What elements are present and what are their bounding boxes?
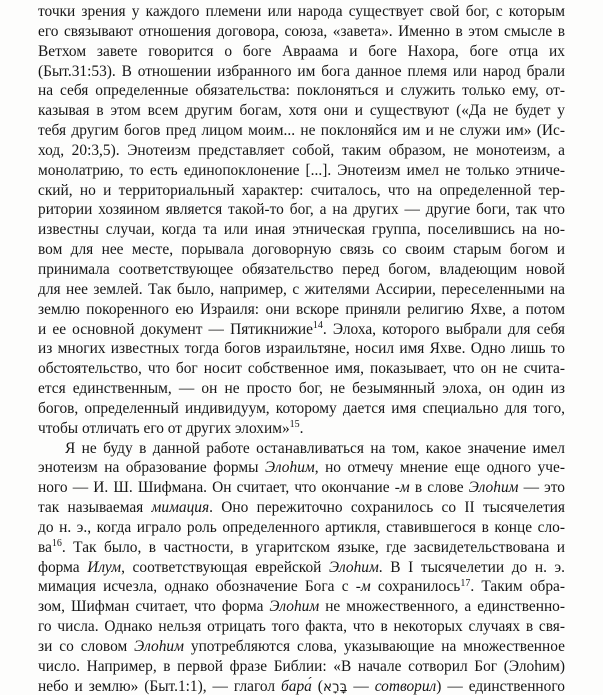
text-run: мимация исчезла, однако обозначение Бога с xyxy=(38,578,356,596)
text-run: и ее основной документ — Пятикнижие xyxy=(38,320,313,338)
text-run: (Быт.31:53). В отношении избранного им бога данное племя или народ брали xyxy=(38,62,565,80)
text-run: . Элоха, которого выбрали для себя xyxy=(322,320,565,338)
text-line xyxy=(38,300,565,320)
text-line xyxy=(38,220,565,240)
text-run: казывая в этом всем другим богам, хотя они и существуют («Да не будет у xyxy=(38,102,565,120)
page-text xyxy=(38,2,565,695)
text-run: его связывают отношения договора, союза, «завета». Именно в этом смысле в xyxy=(38,22,565,40)
text-run: монолатрию, то есть единопоклонение [...]. Энотеизм имел не только этниче- xyxy=(38,161,565,179)
text-line xyxy=(38,498,565,518)
italic-term: Элоhим xyxy=(269,598,320,616)
text-line xyxy=(38,597,565,617)
text-run: . В I тысячелетии до н. э. xyxy=(378,558,565,576)
paragraph xyxy=(38,2,565,439)
text-run: точки зрения у каждого племени или народа существует свой бог, с которым xyxy=(38,3,565,20)
text-run: вом для нее месте, порывала договорную связь со своим старым богом и xyxy=(38,241,565,259)
text-line xyxy=(38,121,565,141)
text-run: форма xyxy=(38,558,88,576)
text-line xyxy=(38,2,565,22)
text-run: в слове xyxy=(409,479,469,497)
text-line xyxy=(38,577,565,597)
text-line xyxy=(38,339,565,359)
text-line xyxy=(38,42,565,62)
text-line xyxy=(38,101,565,121)
text-line xyxy=(38,379,565,399)
text-run: чтобы отличать его от других элохим» xyxy=(38,419,290,437)
paragraph xyxy=(38,439,565,695)
italic-term: мимация xyxy=(151,499,210,517)
text-run: землю покоренного ею Израиля: они вскоре приняли религию Яхве, а потом xyxy=(38,300,565,318)
text-run: употребляются слова, указывающие на множественное xyxy=(183,638,565,655)
text-run: . Оно пережиточно сохранилось со II тысячелетия xyxy=(209,499,565,517)
text-run: , соответствующая еврейской xyxy=(121,558,330,576)
italic-term: -м xyxy=(394,479,410,497)
footnote-marker: 14 xyxy=(312,320,323,331)
text-run: на себя определенные обязательства: поклоняться и служить только ему, от- xyxy=(38,82,565,100)
text-run: ход, 20:3,5). Энотеизм представляет собой, таким образом, не монотеизм, а xyxy=(38,141,565,159)
text-line xyxy=(38,558,565,578)
text-run: . Так было, в частности, в угаритском языке, где засвидетельствована и xyxy=(61,538,565,556)
text-line xyxy=(38,22,565,42)
text-run: зи со словом xyxy=(38,638,135,655)
text-run: ский, но и территориальный характер: считалось, что на определенной тер- xyxy=(38,181,565,199)
text-run: так называемая xyxy=(38,499,152,517)
text-line xyxy=(38,161,565,181)
text-run: не множественного, а единственно- xyxy=(319,598,565,616)
text-line xyxy=(38,359,565,379)
footnote-marker: 17 xyxy=(460,577,471,589)
text-run: го числа. Однако нельзя отрицать того факта, что в некоторых случаях в свя- xyxy=(38,618,565,636)
text-run: . xyxy=(299,419,304,437)
text-line xyxy=(38,458,565,478)
text-run: ) — единственного xyxy=(436,677,565,695)
text-run: . Таким обра- xyxy=(470,578,565,596)
text-line xyxy=(38,419,565,439)
text-run: ( xyxy=(311,677,323,695)
text-run: ритории хозяином является такой-то бог, а на других — другие боги, так что xyxy=(38,201,565,219)
text-run: Я не буду в данной работе останавливаться на том, какое значение имел xyxy=(65,439,565,457)
text-run: обстоятельство, что бог носит собственное имя, показывает, что он не счита- xyxy=(38,360,565,378)
text-run: — это xyxy=(518,479,565,497)
text-line xyxy=(38,478,565,498)
footnote-marker: 15 xyxy=(289,419,300,431)
text-run: — xyxy=(347,677,375,695)
italic-term: Элоhим xyxy=(264,459,315,477)
text-run: ва xyxy=(38,538,52,556)
italic-term: Элоhим xyxy=(329,558,379,576)
text-line xyxy=(38,439,565,459)
text-line xyxy=(38,617,565,637)
text-line xyxy=(38,518,565,538)
text-line xyxy=(38,200,565,220)
text-run: из многих известных тогда богов израильтяне, носил имя Яхве. Одно лишь то xyxy=(38,340,565,358)
text-line xyxy=(38,320,565,340)
text-line xyxy=(38,399,565,419)
text-run: известны случаи, когда та или иная этническая группа, поселившись на но- xyxy=(38,221,565,239)
text-line xyxy=(38,260,565,280)
text-run: богов, определенный индивидуум, которому дается имя специально для того, xyxy=(38,399,565,417)
text-run: , но отмечу мнение еще одного уче- xyxy=(314,459,565,477)
italic-term: сотворил xyxy=(374,677,437,695)
hebrew-word: בָּרָא xyxy=(322,678,348,695)
italic-term: -м xyxy=(355,578,371,596)
text-run: ного — И. Ш. Шифмана. Он считает, что окончание xyxy=(38,479,395,497)
text-run: ется единственным, — он не просто бог, не безымянный элоха, он один из xyxy=(38,380,565,398)
text-run: до н. э., когда играло роль определенного артикля, ставившегося в конце сло- xyxy=(38,518,565,536)
text-run: для нее землей. Так было, например, с жителями Ассирии, переселенными на xyxy=(38,280,565,298)
text-line xyxy=(38,637,565,657)
text-run: энотеизм на образование формы xyxy=(38,459,265,477)
text-run: тебя другим богов пред лицом моим... не поклоняйся им и не служи им» (Ис- xyxy=(38,122,565,140)
text-run: зом, Шифман считает, что форма xyxy=(38,598,270,616)
footnote-marker: 16 xyxy=(51,538,62,550)
text-run: число. Например, в первой фразе Библии: «В начале сотворил Бог (Элоhим) xyxy=(38,657,565,675)
text-run: небо и землю» (Быт.1:1), — глагол xyxy=(38,677,282,695)
text-line xyxy=(38,141,565,161)
text-run: принимала соответствующее обязательство перед богом, владеющим новой xyxy=(38,260,565,278)
text-line xyxy=(38,81,565,101)
text-line xyxy=(38,657,565,677)
italic-term: бара́ xyxy=(281,677,312,695)
text-run: сохранилось xyxy=(370,578,461,596)
text-line xyxy=(38,240,565,260)
italic-term: Элоhим xyxy=(134,638,184,655)
text-line xyxy=(38,62,565,82)
italic-term: Элоhим xyxy=(468,479,519,497)
text-run: Ветхом завете говорится о боге Авраама и боге Нахора, боге отца их xyxy=(38,42,565,60)
text-line xyxy=(38,280,565,300)
italic-term: Илум xyxy=(87,558,122,576)
text-line xyxy=(38,181,565,201)
text-line xyxy=(38,538,565,558)
text-line xyxy=(38,677,565,695)
